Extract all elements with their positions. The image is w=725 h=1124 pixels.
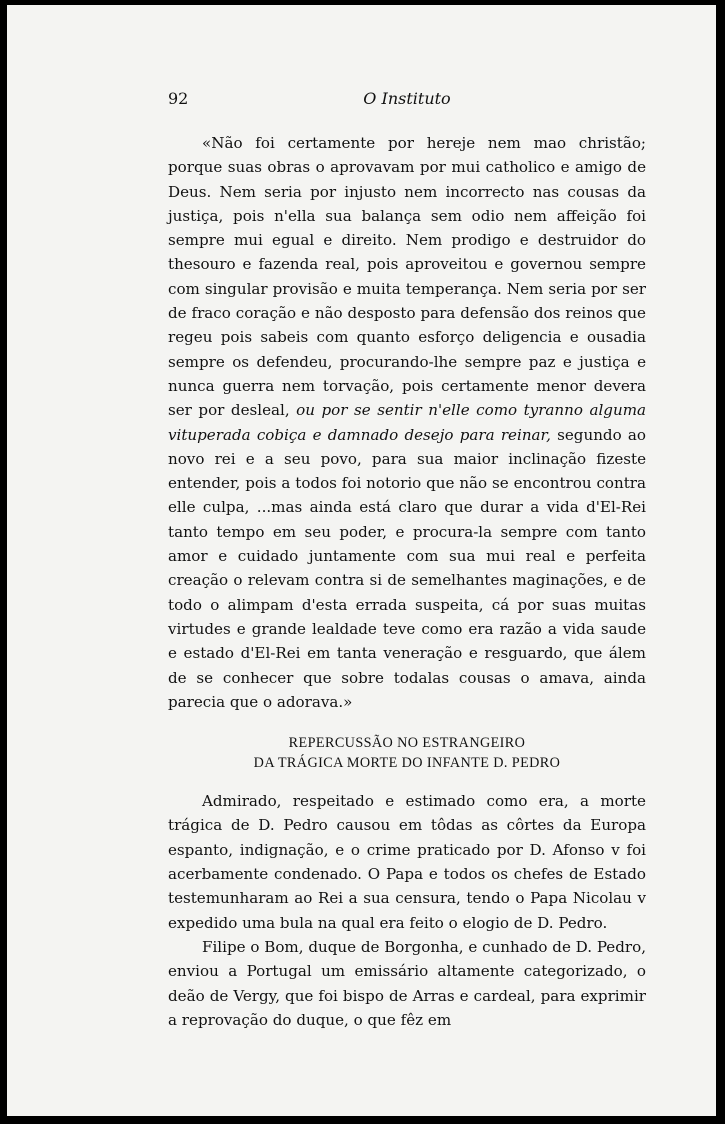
page-number: 92 — [168, 89, 189, 108]
body-paragraph-2: Filipe o Bom, duque de Borgonha, e cunhado de D. Pedro, enviou a Portugal um emissário altamente categorizado, o deão de Vergy, que foi bispo de Arras e cardeal, para exprimir a reprovação do duque, o que fêz em — [168, 937, 647, 1029]
section-heading — [168, 733, 646, 773]
page-header — [168, 89, 646, 113]
running-title: O Instituto — [363, 89, 451, 108]
quotation-text-part1: «Não foi certamente por hereje nem mao christão; porque suas obras o aprovavam por mui catholico e amigo de Deus. Nem seria por injusto nem incorrecto nas cousas da justiça, pois n'ella sua balança sem odio nem affeição foi sempre mui egual e direito. Nem prodigo e destruidor do thesouro e fazenda real, pois aproveitou e governou sempre com singular provisão e muita temperança. Nem seria por ser de fraco coração e não desposto para defensão dos reinos que regeu pois sabeis com quanto esforço deligencia e ousadia sempre os defendeu, procurando-lhe sempre paz e justiça e nunca guerra nem torvação, pois certamente menor devera ser por desleal, — [168, 134, 646, 420]
quotation-text-part2: segundo ao novo rei e a seu povo, para sua maior inclinação fizeste entender, pois a todos foi notorio que não se encontrou contra elle culpa, ...mas ainda está claro que durar a vida d'El-Rei tanto tempo em seu poder, e procura-la sempre com tanto amor e cuidado juntamente com sua mui real e perfeita creação o relevam contra si de semelhantes maginações, e de todo o alimpam d'esta errada suspeita, cá por suas muitas virtudes e grande lealdade teve como era razão a vida saude e estado d'El-Rei em tanta veneração e resguardo, que álem de se conhecer que sobre todalas cousas o amava, ainda parecia que o adorava.» — [168, 425, 646, 711]
quotation-italic-text: ou por se sentir n'elle como tyranno alguma vituperada cobiça e damnado desejo para reinar, — [168, 401, 646, 444]
document-page — [7, 5, 716, 1116]
body-paragraph-1: Admirado, respeitado e estimado como era, a morte trágica de D. Pedro causou em tôdas as côrtes da Europa espanto, indignação, e o crime praticado por D. Afonso v foi acerbamente condenado. O Papa e todos os chefes de Estado testemunharam ao Rei a sua censura, tendo o Papa Nicolau v expedido uma bula na qual era feito o elogio de D. Pedro. — [168, 792, 646, 932]
section-heading-line-2: DA TRÁGICA MORTE DO INFANTE D. PEDRO — [253, 755, 561, 772]
quotation-paragraph — [168, 131, 646, 714]
section-heading-line-1: REPERCUSSÃO NO ESTRANGEIRO — [288, 735, 526, 752]
page-body — [168, 131, 646, 1032]
